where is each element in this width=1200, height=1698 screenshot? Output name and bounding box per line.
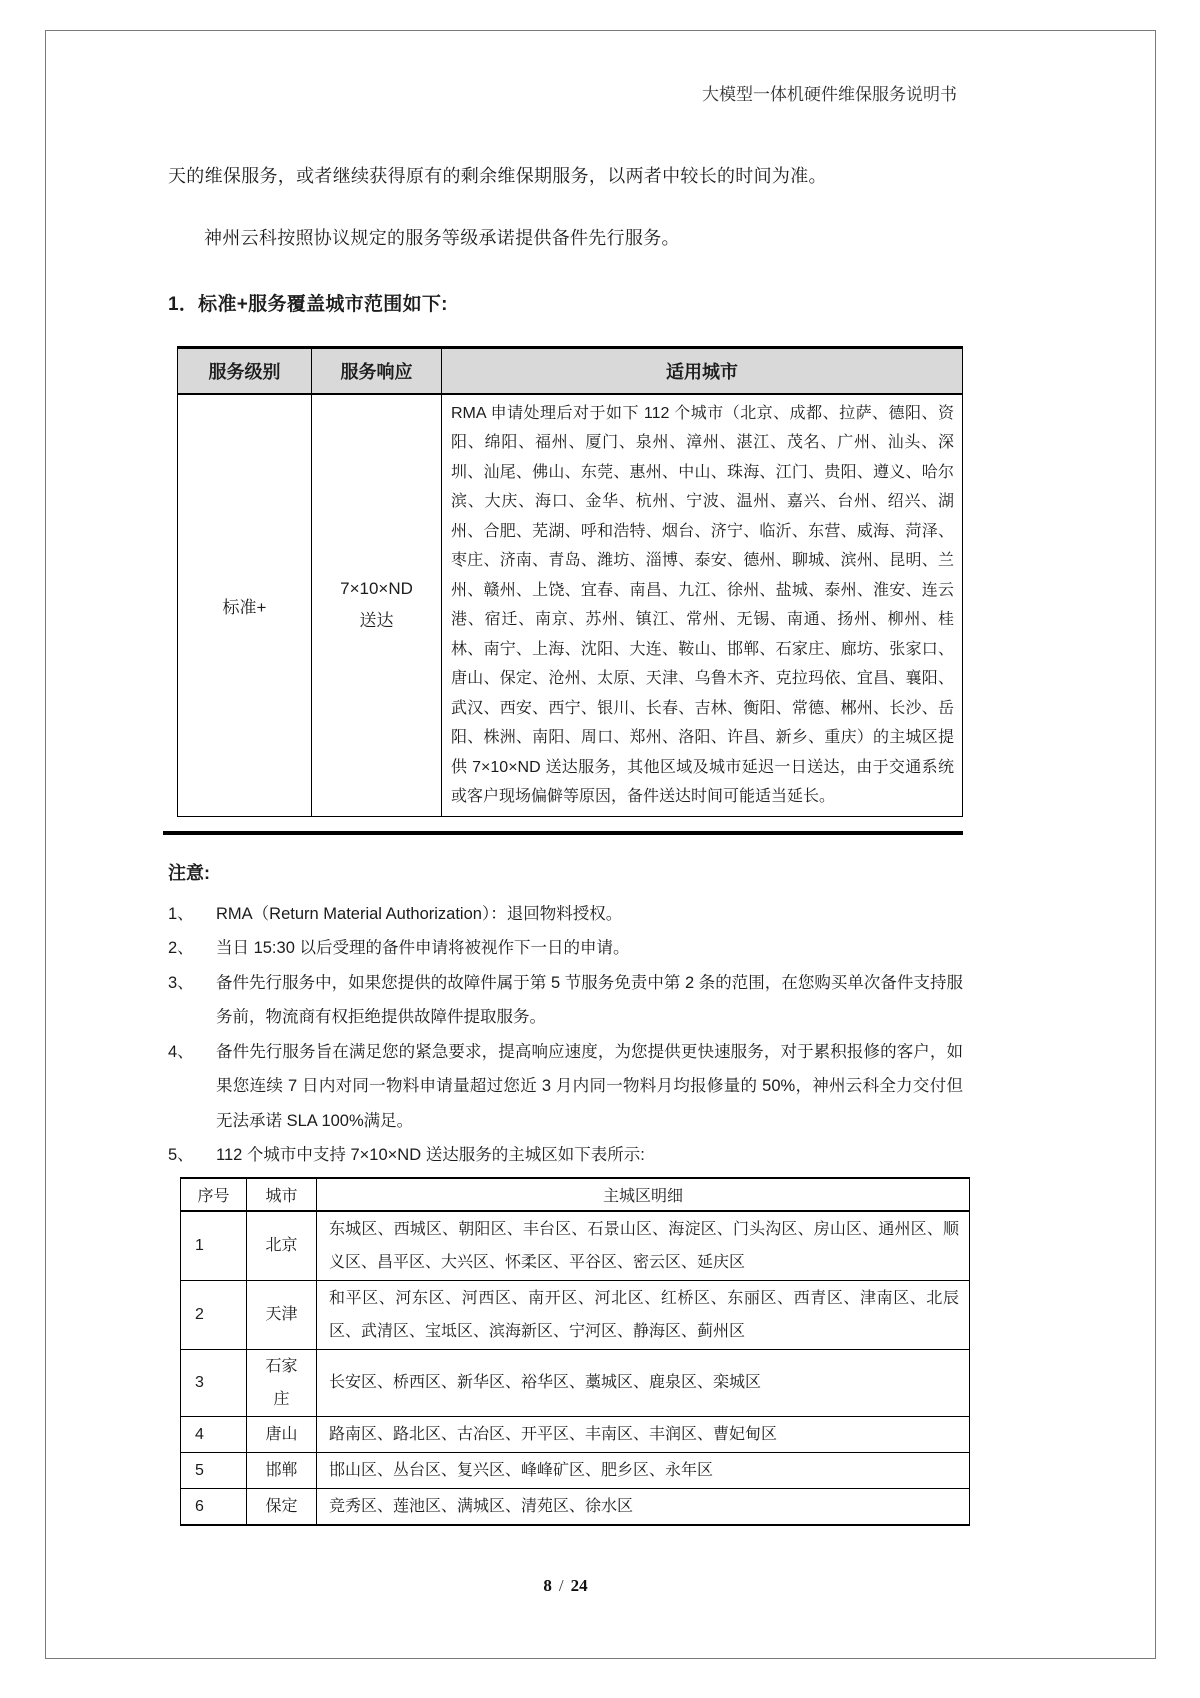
service-table-header-level: 服务级别 xyxy=(178,348,312,394)
note-number: 3、 xyxy=(168,973,194,992)
row-districts: 和平区、河东区、河西区、南开区、河北区、红桥区、东丽区、西青区、津南区、北辰区、武清区、宝坻区、滨海新区、宁河区、静海区、蓟州区 xyxy=(317,1280,970,1349)
row-number: 5 xyxy=(181,1452,247,1488)
note-item-2 xyxy=(168,931,963,966)
service-table-header-row xyxy=(178,348,963,394)
service-response-line2: 送达 xyxy=(359,611,394,630)
row-districts: 路南区、路北区、古冶区、开平区、丰南区、丰润区、曹妃甸区 xyxy=(317,1416,970,1452)
service-table-header-response: 服务响应 xyxy=(312,348,442,394)
row-districts: 邯山区、丛台区、复兴区、峰峰矿区、肥乡区、永年区 xyxy=(317,1452,970,1488)
body-paragraph-1: 天的维保服务，或者继续获得原有的剩余维保期服务，以两者中较长的时间为准。 xyxy=(168,166,827,186)
section-divider xyxy=(163,831,963,835)
service-level-cell: 标准+ xyxy=(178,394,312,817)
service-table-header-cities: 适用城市 xyxy=(442,348,963,394)
note-item-3 xyxy=(168,966,963,1035)
row-city: 保定 xyxy=(247,1488,317,1525)
row-number: 4 xyxy=(181,1416,247,1452)
page-content xyxy=(168,80,963,1596)
service-table-row xyxy=(178,394,963,817)
table-row xyxy=(181,1416,970,1452)
row-districts: 东城区、西城区、朝阳区、丰台区、石景山区、海淀区、门头沟区、房山区、通州区、顺义区、昌平区、大兴区、怀柔区、平谷区、密云区、延庆区 xyxy=(317,1211,970,1281)
row-city: 石家庄 xyxy=(247,1349,317,1416)
note-text: 当日 15:30 以后受理的备件申请将被视作下一日的申请。 xyxy=(216,939,630,957)
table-row xyxy=(181,1349,970,1416)
notes-label: 注意: xyxy=(168,862,210,883)
note-number: 2、 xyxy=(168,939,194,957)
applicable-cities-cell: RMA 申请处理后对于如下 112 个城市（北京、成都、拉萨、德阳、资阳、绵阳、福州、厦门、泉州、漳州、湛江、茂名、广州、汕头、深圳、汕尾、佛山、东莞、惠州、中山、珠海、江门、贵阳、遵义、哈尔滨、大庆、海口、金华、杭州、宁波、温州、嘉兴、台州、绍兴、湖州、合肥、芜湖、呼和浩特、烟台、济宁、临沂、东营、威海、菏泽、枣庄、济南、青岛、潍坊、淄博、泰安、德州、聊城、滨州、昆明、兰州、赣州、上饶、宜春、南昌、九江、徐州、盐城、泰州、淮安、连云港、宿迁、南京、苏州、镇江、常州、无锡、南通、扬州、柳州、桂林、南宁、上海、沈阳、大连、鞍山、邯郸、石家庄、廊坊、张家口、唐山、保定、沧州、太原、天津、乌鲁木齐、克拉玛依、宜昌、襄阳、武汉、西安、西宁、银川、长春、吉林、衡阳、常德、郴州、长沙、岳阳、株洲、南阳、周口、郑州、洛阳、许昌、新乡、重庆）的主城区提供 7×10×ND 送达服务，其他区域及城市延迟一日送达，由于交通系统或客户现场偏僻等原因，备件送达时间可能适当延长。 xyxy=(442,394,963,817)
table-row xyxy=(181,1211,970,1281)
page-number-separator: / xyxy=(558,1575,564,1595)
row-number: 2 xyxy=(181,1280,247,1349)
table-row xyxy=(181,1452,970,1488)
note-number: 5、 xyxy=(168,1146,194,1164)
service-response-cell xyxy=(312,394,442,817)
row-city: 天津 xyxy=(247,1280,317,1349)
table-row xyxy=(181,1280,970,1349)
note-number: 4、 xyxy=(168,1042,194,1061)
note-item-1 xyxy=(168,897,963,932)
document-title-header: 大模型一体机硬件维保服务说明书 xyxy=(702,85,957,104)
district-table-header-city: 城市 xyxy=(247,1178,317,1211)
row-city: 邯郸 xyxy=(247,1452,317,1488)
row-city: 唐山 xyxy=(247,1416,317,1452)
district-table-header-districts: 主城区明细 xyxy=(317,1178,970,1211)
district-detail-table xyxy=(180,1177,970,1526)
total-page-count: 24 xyxy=(570,1575,588,1595)
current-page-number: 8 xyxy=(543,1575,552,1595)
district-table-header-no: 序号 xyxy=(181,1178,247,1211)
note-text: 112 个城市中支持 7×10×ND 送达服务的主城区如下表所示: xyxy=(216,1146,645,1164)
note-text: 备件先行服务旨在满足您的紧急要求，提高响应速度，为您提供更快速服务，对于累积报修的客户，如果您连续 7 日内对同一物料申请量超过您近 3 月内同一物料月均报修量的 50%，神州云科全力交付但无法承诺 SLA 100%满足。 xyxy=(216,1042,963,1130)
service-response-line1: 7×10×ND xyxy=(340,579,413,598)
row-city: 北京 xyxy=(247,1211,317,1281)
district-table-header-row xyxy=(181,1178,970,1211)
section-heading: 1．标准+服务覆盖城市范围如下: xyxy=(168,294,448,315)
page-number-footer xyxy=(168,1576,963,1596)
note-item-5 xyxy=(168,1138,963,1173)
body-paragraph-2: 神州云科按照协议规定的服务等级承诺提供备件先行服务。 xyxy=(204,228,680,248)
note-text: 备件先行服务中，如果您提供的故障件属于第 5 节服务免责中第 2 条的范围，在您购买单次备件支持服务前，物流商有权拒绝提供故障件提取服务。 xyxy=(216,973,963,1026)
table-row xyxy=(181,1488,970,1525)
note-number: 1、 xyxy=(168,904,194,923)
row-number: 3 xyxy=(181,1349,247,1416)
row-number: 6 xyxy=(181,1488,247,1525)
row-number: 1 xyxy=(181,1211,247,1281)
row-districts: 长安区、桥西区、新华区、裕华区、藁城区、鹿泉区、栾城区 xyxy=(317,1349,970,1416)
row-districts: 竞秀区、莲池区、满城区、清苑区、徐水区 xyxy=(317,1488,970,1525)
note-text: RMA（Return Material Authorization）：退回物料授权。 xyxy=(216,904,623,923)
notes-list xyxy=(168,897,963,1173)
service-coverage-table xyxy=(177,346,963,817)
note-item-4 xyxy=(168,1035,963,1139)
